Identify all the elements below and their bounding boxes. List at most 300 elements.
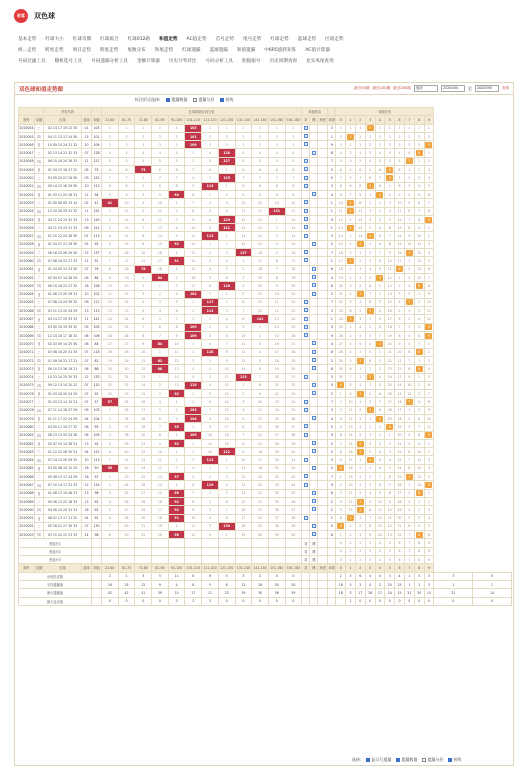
miss-cell: 14 (185, 257, 202, 265)
even-mark (310, 381, 318, 389)
miss-cell: 3 (102, 489, 119, 497)
miss-cell: 4 (102, 431, 119, 439)
nav-link[interactable]: AC值走势 (186, 36, 207, 42)
miss-cell: 17 (135, 406, 152, 414)
predict-range[interactable] (268, 539, 285, 547)
nav-link[interactable]: 区间走势 (325, 36, 344, 42)
tail-cell: 4 (328, 414, 336, 422)
tail-miss: 1 (395, 124, 405, 132)
blue-ball-cell: 11 (82, 207, 92, 215)
nav-link[interactable]: 红球奇偶 (72, 36, 92, 42)
predict-tail-digit[interactable]: 4 (375, 539, 385, 547)
nav-link[interactable]: 号码分析工具 (205, 58, 234, 64)
predict-tail-digit[interactable]: 3 (365, 547, 375, 555)
predict-odd[interactable]: 奇 (302, 539, 310, 547)
red-balls-cell: 01 04 07 21 29 30 (44, 240, 82, 248)
predict-range[interactable] (235, 539, 252, 547)
miss-cell: 2 (152, 132, 169, 140)
tail-miss: 8 (385, 489, 395, 497)
span-cell (318, 307, 328, 315)
nav-link[interactable]: AC值计算器 (305, 47, 330, 53)
blue-ball-cell: 04 (82, 414, 92, 422)
table-row (19, 132, 512, 140)
miss-cell: 1 (168, 249, 185, 257)
predict-tail-digit[interactable]: 6 (395, 539, 405, 547)
predict-tail-digit[interactable]: 3 (365, 539, 375, 547)
even-icon (312, 391, 316, 395)
tail-miss: 4 (365, 265, 375, 273)
stats-value: 0 (365, 597, 375, 605)
nav-link[interactable]: 红球大小 (45, 36, 64, 42)
nav-link[interactable]: 蓝球遗漏 (209, 47, 228, 53)
red-balls-cell: 04 11 19 23 31 33 (44, 224, 82, 232)
predict-range[interactable] (152, 547, 169, 555)
predict-range[interactable] (202, 547, 219, 555)
predict-label: 预选行2 (19, 547, 92, 555)
nav-link[interactable]: 历史开奖对比 (168, 58, 197, 64)
tail-ball: 4 (376, 275, 383, 281)
recent-200-link[interactable]: 最近200期 (393, 86, 411, 90)
tail-miss: 4 (375, 149, 385, 157)
predict-tail-digit[interactable]: 2 (355, 556, 365, 564)
miss-cell: 1 (185, 390, 202, 398)
miss-cell: 7 (218, 506, 235, 514)
period-cell: 2020070 (19, 340, 35, 348)
nav-link[interactable]: 跨度走势 (99, 47, 119, 53)
checkbox-icon[interactable] (193, 98, 197, 102)
nav-link[interactable]: 金额计算器 (136, 58, 160, 64)
tail-miss: 4 (414, 522, 424, 530)
predict-range[interactable] (168, 556, 185, 564)
even-icon (312, 341, 316, 345)
miss-cell: 13 (285, 224, 302, 232)
header-blank (328, 108, 336, 116)
predict-range[interactable] (185, 556, 202, 564)
tail-miss: 8 (346, 381, 356, 389)
tail-cell: 1 (328, 207, 336, 215)
miss-cell: 21 (102, 373, 119, 381)
header-red: 红球 (44, 116, 82, 124)
blue-ball-cell: 11 (82, 157, 92, 165)
predict-tail-digit[interactable]: 2 (355, 539, 365, 547)
predict-tail-digit[interactable]: 7 (404, 556, 414, 564)
miss-cell: 17 (118, 257, 135, 265)
nav-link[interactable]: 红球质合 (100, 36, 119, 42)
predict-range[interactable] (202, 556, 219, 564)
sum-cell: 84 (92, 273, 102, 281)
predict-tail-digit[interactable]: 9 (424, 539, 434, 547)
predict-range[interactable] (135, 547, 152, 555)
predict-tail-digit[interactable]: 7 (404, 547, 414, 555)
sum-cell: 119 (92, 481, 102, 489)
predict-range[interactable] (102, 556, 119, 564)
predict-tail-digit[interactable]: 0 (336, 556, 346, 564)
tail-miss: 3 (375, 215, 385, 223)
miss-cell: 8 (268, 273, 285, 281)
predict-tail-digit[interactable]: 8 (414, 556, 424, 564)
predict-tail-digit[interactable]: 5 (385, 547, 395, 555)
tail-miss: 3 (404, 141, 414, 149)
sum-range-hit: 94 (168, 190, 185, 198)
miss-cell: 6 (118, 166, 135, 174)
tail-miss: 2 (365, 473, 375, 481)
checkbox-icon[interactable] (396, 758, 400, 762)
nav-link[interactable]: 红球012路 (127, 36, 151, 42)
miss-cell: 2 (202, 473, 219, 481)
tail-miss: 6 (375, 390, 385, 398)
predict-tail-digit[interactable]: 1 (346, 556, 356, 564)
table-row (19, 273, 512, 281)
period-cell: 2020045 (19, 132, 35, 140)
miss-cell: 23 (252, 307, 269, 315)
predict-tail-digit[interactable]: 4 (375, 556, 385, 564)
predict-range[interactable] (152, 556, 169, 564)
checkbox-icon[interactable] (366, 758, 370, 762)
predict-odd[interactable]: 奇 (302, 547, 310, 555)
tail-miss: 4 (375, 373, 385, 381)
header-tail-digit: 8 (414, 116, 424, 124)
nav-link[interactable]: 周日走势 (72, 47, 91, 53)
weekday-cell: 四 (35, 356, 44, 364)
odd-mark (302, 406, 310, 414)
predict-range[interactable] (118, 539, 135, 547)
miss-cell: 25 (268, 414, 285, 422)
tail-miss: 4 (375, 224, 385, 232)
predict-range[interactable] (235, 556, 252, 564)
odd-mark (302, 141, 310, 149)
tail-miss: 2 (385, 132, 395, 140)
stats-value: 1 (404, 580, 414, 588)
blue-ball-cell: 16 (82, 506, 92, 514)
predict-tail-digit[interactable]: 1 (346, 539, 356, 547)
predict-tail-digit[interactable]: 2 (355, 547, 365, 555)
nav-link[interactable]: 尾数分布 (127, 47, 146, 53)
even-blank (310, 166, 318, 174)
miss-cell: 28 (268, 439, 285, 447)
miss-cell: 17 (185, 282, 202, 290)
miss-cell: 8 (185, 497, 202, 505)
table-row (19, 497, 512, 505)
predict-tail-digit[interactable]: 8 (414, 539, 424, 547)
checkbox-icon[interactable] (166, 98, 170, 102)
nav-link[interactable]: 历史同期查询 (269, 58, 298, 64)
miss-cell: 4 (235, 149, 252, 157)
nav-link[interactable]: 和尾走势 (154, 47, 174, 53)
even-blank (310, 257, 318, 265)
miss-cell: 4 (118, 149, 135, 157)
miss-cell: 15 (185, 265, 202, 273)
tail-miss: 4 (404, 282, 414, 290)
tail-miss: 6 (336, 166, 346, 174)
tail-miss: 2 (395, 282, 405, 290)
predict-tail-digit[interactable]: 8 (414, 547, 424, 555)
tail-miss: 7 (385, 481, 395, 489)
tail-miss: 2 (375, 207, 385, 215)
table-row (19, 531, 512, 539)
nav-link[interactable]: 号码遗漏分析工具 (91, 58, 128, 64)
nav-link[interactable]: 龙头凤尾查询 (306, 58, 334, 64)
predict-range[interactable] (118, 556, 135, 564)
table-row (19, 489, 512, 497)
tail-miss: 4 (414, 182, 424, 190)
predict-range[interactable] (218, 539, 235, 547)
tail-miss: 9 (375, 265, 385, 273)
miss-cell: 5 (102, 240, 119, 248)
predict-range[interactable] (135, 539, 152, 547)
tail-miss: 1 (375, 348, 385, 356)
red-balls-cell: 04 05 11 19 27 32 (44, 423, 82, 431)
predict-range[interactable] (152, 539, 169, 547)
span-cell (318, 464, 328, 472)
stats-value: 17 (375, 589, 385, 597)
nav-link[interactable]: 跨度走势 (45, 47, 64, 53)
miss-cell: 1 (168, 481, 185, 489)
red-balls-cell: 02 14 17 19 22 30 (44, 124, 82, 132)
miss-cell: 1 (185, 423, 202, 431)
odd-mark (302, 481, 310, 489)
tail-miss: 5 (355, 431, 365, 439)
tail-miss: 12 (385, 273, 395, 281)
tail-ball: 9 (425, 142, 432, 148)
nav-link[interactable]: 随机选号工具 (54, 58, 83, 64)
tail-miss: 9 (355, 190, 365, 198)
tail-miss: 2 (365, 199, 375, 207)
nav-link[interactable]: 和值走势 (159, 36, 178, 42)
predict-range[interactable] (285, 539, 302, 547)
period-cell: 2020066 (19, 307, 35, 315)
predict-range[interactable] (218, 556, 235, 564)
stats-value: 0 (375, 597, 385, 605)
nav-link[interactable]: 两...走势 (18, 47, 37, 53)
predict-range[interactable] (185, 547, 202, 555)
odd-icon (304, 516, 308, 520)
odd-icon (304, 134, 308, 138)
predict-even[interactable]: 偶 (310, 556, 318, 564)
tail-miss: 1 (414, 497, 424, 505)
miss-cell: 9 (252, 190, 269, 198)
blue-ball-cell: 07 (82, 390, 92, 398)
predict-tail-digit[interactable]: 3 (365, 556, 375, 564)
nav-link[interactable]: 首号走势 (215, 36, 234, 42)
red-balls-cell: 10 09 10 24 31 32 (44, 141, 82, 149)
predict-tail-digit[interactable]: 6 (395, 556, 405, 564)
period-cell: 2020085 (19, 464, 35, 472)
miss-cell: 21 (118, 290, 135, 298)
odd-mark (302, 215, 310, 223)
tail-miss: 11 (336, 207, 346, 215)
checkbox-icon[interactable] (448, 758, 452, 762)
predict-range[interactable] (252, 556, 269, 564)
tail-miss: 7 (375, 249, 385, 257)
miss-cell: 7 (252, 373, 269, 381)
predict-span (318, 556, 328, 564)
predict-tail-digit[interactable]: 4 (375, 547, 385, 555)
footer-option[interactable] (396, 757, 417, 763)
tail-hit (365, 406, 375, 414)
miss-cell: 9 (252, 390, 269, 398)
predict-range[interactable] (285, 547, 302, 555)
span-cell (318, 141, 328, 149)
miss-cell: 22 (252, 497, 269, 505)
tail-miss: 4 (404, 190, 414, 198)
miss-cell: 30 (118, 365, 135, 373)
miss-cell: 19 (285, 273, 302, 281)
checkbox-icon[interactable] (220, 98, 224, 102)
miss-cell: 4 (202, 149, 219, 157)
nav-link[interactable]: 红球遗漏 (182, 47, 201, 53)
predict-range[interactable] (102, 547, 119, 555)
predict-range[interactable] (135, 556, 152, 564)
predict-range[interactable] (185, 539, 202, 547)
predict-range[interactable] (285, 556, 302, 564)
odd-mark (302, 157, 310, 165)
tail-miss: 3 (355, 315, 365, 323)
miss-cell: 2 (185, 348, 202, 356)
miss-cell: 7 (185, 199, 202, 207)
recent-100-link[interactable]: 最近100期 (372, 86, 391, 90)
predict-range[interactable] (102, 539, 119, 547)
stats-row (19, 572, 512, 580)
sum-cell: 92 (92, 497, 102, 505)
tail-miss: 8 (424, 282, 434, 290)
predict-odd[interactable]: 奇 (302, 556, 310, 564)
miss-cell: 11 (135, 356, 152, 364)
miss-cell: 3 (202, 332, 219, 340)
tail-miss: 29 (336, 356, 346, 364)
period-cell: 2020091 (19, 514, 35, 522)
miss-cell: 34 (268, 489, 285, 497)
miss-cell: 17 (218, 423, 235, 431)
span-cell (318, 182, 328, 190)
recent-50-link[interactable]: 最近50期 (354, 86, 370, 90)
blue-ball-cell: 09 (82, 224, 92, 232)
nav-link[interactable]: 胆拖缩号 (242, 58, 261, 64)
tail-miss: 9 (404, 232, 414, 240)
even-mark (310, 240, 318, 248)
miss-cell: 2 (102, 481, 119, 489)
footer-option[interactable] (422, 757, 443, 763)
predict-label: 预选行1 (19, 539, 92, 547)
miss-cell: 14 (252, 431, 269, 439)
predict-tail-digit[interactable]: 6 (395, 547, 405, 555)
tail-miss: 7 (375, 473, 385, 481)
span-cell (318, 431, 328, 439)
predict-range[interactable] (268, 556, 285, 564)
tail-miss: 12 (336, 215, 346, 223)
miss-cell: 2 (268, 224, 285, 232)
predict-tail-digit[interactable]: 0 (336, 539, 346, 547)
option-polyline[interactable]: 折线 (220, 97, 233, 103)
predict-tail-digit[interactable]: 9 (424, 547, 434, 555)
query-button[interactable]: 查询 (501, 86, 509, 90)
trend-nav (18, 33, 512, 66)
predict-range[interactable] (235, 547, 252, 555)
predict-range[interactable] (202, 539, 219, 547)
stats-value (318, 597, 328, 605)
tail-miss: 2 (404, 265, 414, 273)
predict-range[interactable] (252, 547, 269, 555)
tail-miss: 4 (375, 448, 385, 456)
tail-cell: 0 (328, 464, 336, 472)
sum-cell: 92 (92, 439, 102, 447)
nav-link[interactable]: 基本走势 (18, 36, 37, 42)
predict-range[interactable] (268, 547, 285, 555)
predict-tail-digit[interactable]: 0 (336, 547, 346, 555)
predict-tail-digit[interactable]: 1 (346, 547, 356, 555)
odd-icon (304, 234, 308, 238)
odd-mark (302, 456, 310, 464)
stats-value: 3 (414, 572, 424, 580)
blue-ball-cell: 01 (82, 240, 92, 248)
stats-value: 56 (268, 589, 285, 597)
miss-cell: 39 (285, 439, 302, 447)
option-miss-layer[interactable]: 遗漏分层 (193, 97, 214, 103)
predict-range[interactable] (168, 547, 185, 555)
range-select[interactable]: 选择 (414, 85, 438, 92)
to-issue-input[interactable]: 2020093 (475, 85, 499, 92)
predict-range[interactable] (168, 539, 185, 547)
predict-tail-digit[interactable]: 7 (404, 539, 414, 547)
miss-cell: 30 (135, 514, 152, 522)
miss-cell: 14 (152, 232, 169, 240)
predict-even[interactable]: 偶 (310, 539, 318, 547)
nav-link[interactable]: 号码过滤工具 (18, 58, 46, 64)
app-title: 双色球 (34, 12, 55, 20)
tail-miss: 5 (404, 514, 414, 522)
tail-ball: 6 (396, 266, 403, 272)
red-balls-cell: 13 20 26 29 31 32 (44, 207, 82, 215)
predict-range[interactable] (252, 539, 269, 547)
miss-cell: 2 (168, 406, 185, 414)
miss-cell: 13 (152, 473, 169, 481)
tail-miss: 29 (385, 414, 395, 422)
miss-cell: 27 (135, 489, 152, 497)
miss-cell: 4 (218, 315, 235, 323)
nav-link[interactable]: 蓝球走势 (297, 36, 317, 42)
tail-miss: 30 (395, 514, 405, 522)
nav-link[interactable]: 中6R5旋转矩阵 (264, 47, 297, 53)
footer-option[interactable] (366, 757, 391, 763)
tail-miss: 2 (375, 431, 385, 439)
nav-link[interactable]: 红球走势 (270, 36, 289, 42)
sum-cell: 121 (92, 224, 102, 232)
predict-even[interactable]: 偶 (310, 547, 318, 555)
blue-ball-cell: 04 (82, 514, 92, 522)
footer-option[interactable] (448, 757, 461, 763)
weekday-cell: 日 (35, 390, 44, 398)
predict-range[interactable] (218, 547, 235, 555)
miss-cell: 12 (168, 356, 185, 364)
nav-link[interactable]: 尾号走势 (242, 36, 262, 42)
checkbox-icon[interactable] (422, 758, 426, 762)
period-cell: 2020088 (19, 489, 35, 497)
predict-range[interactable] (118, 547, 135, 555)
miss-cell: 12 (268, 307, 285, 315)
predict-tail-digit[interactable]: 5 (385, 539, 395, 547)
from-issue-input[interactable]: 2020044 (441, 85, 465, 92)
period-cell: 2020044 (19, 124, 35, 132)
stats-blank (92, 580, 102, 588)
tail-miss: 13 (385, 282, 395, 290)
stats-value (310, 589, 318, 597)
header-range: 91-100 (168, 116, 185, 124)
predict-tail-digit[interactable]: 5 (385, 556, 395, 564)
predict-tail-digit[interactable]: 9 (424, 556, 434, 564)
nav-link[interactable]: 和值遗漏 (236, 47, 256, 53)
tail-miss: 1 (375, 124, 385, 132)
tail-miss: 5 (395, 157, 405, 165)
option-miss-data[interactable]: 遗漏数据 (166, 97, 187, 103)
